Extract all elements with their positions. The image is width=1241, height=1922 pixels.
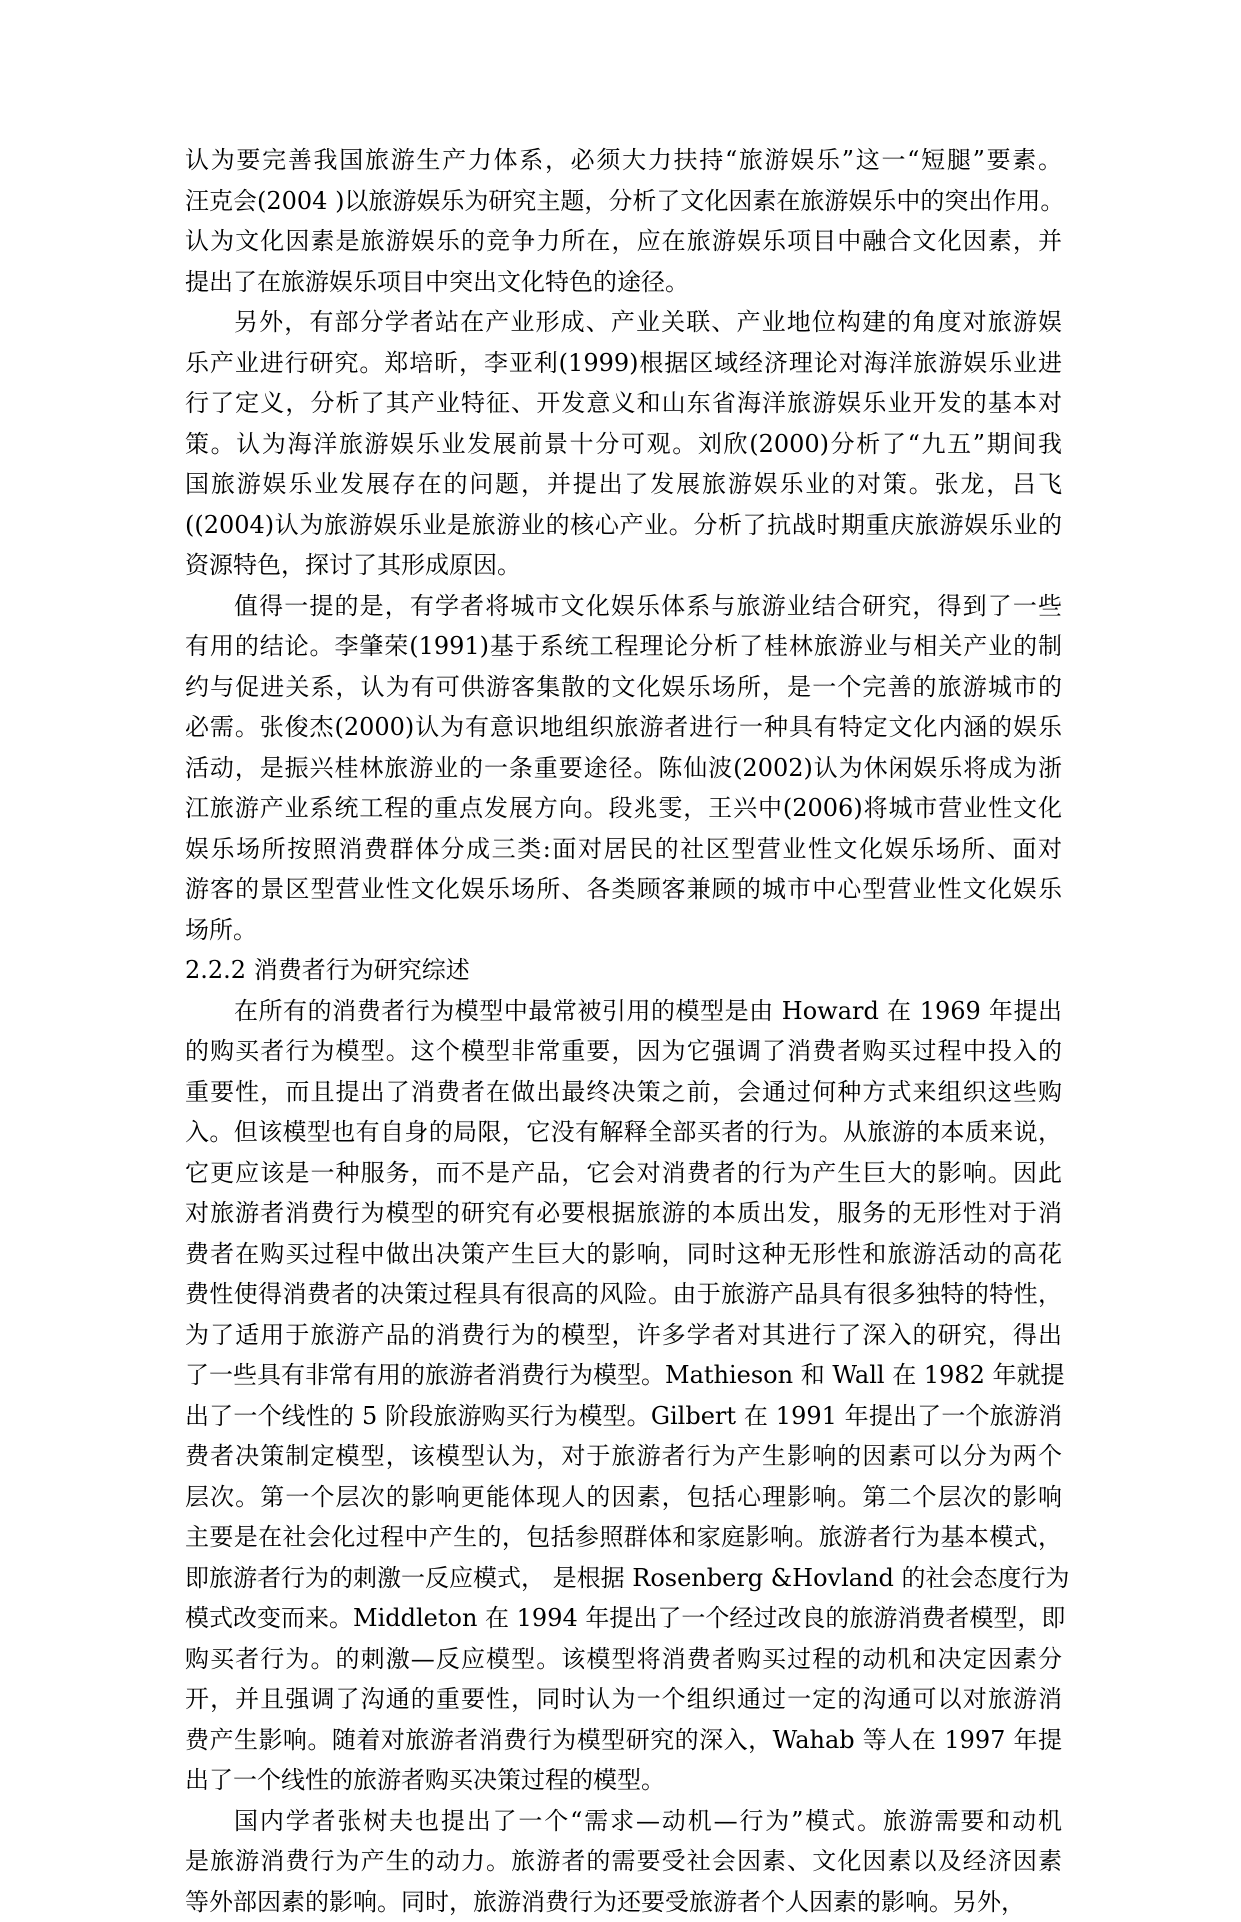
text-line: ((2004)认为旅游娱乐业是旅游业的核心产业。分析了抗战时期重庆旅游娱乐业的 <box>185 505 1062 546</box>
paragraph <box>185 302 1062 586</box>
text-line: 费性使得消费者的决策过程具有很高的风险。由于旅游产品具有很多独特的特性， <box>185 1274 1062 1315</box>
text-line: 国旅游娱乐业发展存在的问题，并提出了发展旅游娱乐业的对策。张龙，吕飞 <box>185 464 1062 505</box>
text-line: 是旅游消费行为产生的动力。旅游者的需要受社会因素、文化因素以及经济因素 <box>185 1841 1062 1882</box>
body-text-before-heading <box>185 140 1062 950</box>
text-line: 为了适用于旅游产品的消费行为的模型，许多学者对其进行了深入的研究，得出 <box>185 1315 1062 1356</box>
text-line: 对旅游者消费行为模型的研究有必要根据旅游的本质出发，服务的无形性对于消 <box>185 1193 1062 1234</box>
text-line: 入。但该模型也有自身的局限，它没有解释全部买者的行为。从旅游的本质来说， <box>185 1112 1062 1153</box>
text-line: 层次。第一个层次的影响更能体现人的因素，包括心理影响。第二个层次的影响 <box>185 1477 1062 1518</box>
text-line: 它更应该是一种服务，而不是产品，它会对消费者的行为产生巨大的影响。因此 <box>185 1153 1062 1194</box>
paragraph <box>185 140 1062 302</box>
text-line: 的购买者行为模型。这个模型非常重要，因为它强调了消费者购买过程中投入的 <box>185 1031 1062 1072</box>
text-line: 费者在购买过程中做出决策产生巨大的影响，同时这种无形性和旅游活动的高花 <box>185 1234 1062 1275</box>
text-line: 开，并且强调了沟通的重要性，同时认为一个组织通过一定的沟通可以对旅游消 <box>185 1679 1062 1720</box>
text-line: 有用的结论。李肇荣(1991)基于系统工程理论分析了桂林旅游业与相关产业的制 <box>185 626 1062 667</box>
text-line: 娱乐场所按照消费群体分成三类:面对居民的社区型营业性文化娱乐场所、面对 <box>185 829 1062 870</box>
text-line: 行了定义，分析了其产业特征、开发意义和山东省海洋旅游娱乐业开发的基本对 <box>185 383 1062 424</box>
text-line: 购买者行为。的刺激—反应模型。该模型将消费者购买过程的动机和决定因素分 <box>185 1639 1062 1680</box>
text-line: 出了一个线性的 5 阶段旅游购买行为模型。Gilbert 在 1991 年提出了一个旅游消 <box>185 1396 1062 1437</box>
section-heading: 2.2.2 消费者行为研究综述 <box>185 950 1062 991</box>
text-line: 主要是在社会化过程中产生的，包括参照群体和家庭影响。旅游者行为基本模式， <box>185 1517 1062 1558</box>
text-line: 约与促进关系，认为有可供游客集散的文化娱乐场所，是一个完善的旅游城市的 <box>185 667 1062 708</box>
text-line: 策。认为海洋旅游娱乐业发展前景十分可观。刘欣(2000)分析了“九五”期间我 <box>185 424 1062 465</box>
text-line: 活动，是振兴桂林旅游业的一条重要途径。陈仙波(2002)认为休闲娱乐将成为浙 <box>185 748 1062 789</box>
text-line: 在所有的消费者行为模型中最常被引用的模型是由 Howard 在 1969 年提出 <box>185 991 1062 1032</box>
paragraph <box>185 586 1062 951</box>
text-line: 等外部因素的影响。同时，旅游消费行为还要受旅游者个人因素的影响。另外， <box>185 1882 1062 1922</box>
document-page <box>185 140 1062 1922</box>
body-text-after-heading <box>185 991 1062 1922</box>
text-line: 值得一提的是，有学者将城市文化娱乐体系与旅游业结合研究，得到了一些 <box>185 586 1062 627</box>
paragraph <box>185 1801 1062 1922</box>
text-line: 提出了在旅游娱乐项目中突出文化特色的途径。 <box>185 262 1062 303</box>
text-line: 即旅游者行为的刺激一反应模式， 是根据 Rosenberg &Hovland 的社会态度行为 <box>185 1558 1062 1599</box>
text-line: 模式改变而来。Middleton 在 1994 年提出了一个经过改良的旅游消费者模型，即 <box>185 1598 1062 1639</box>
text-line: 必需。张俊杰(2000)认为有意识地组织旅游者进行一种具有特定文化内涵的娱乐 <box>185 707 1062 748</box>
text-line: 国内学者张树夫也提出了一个“需求—动机—行为”模式。旅游需要和动机 <box>185 1801 1062 1842</box>
text-line: 重要性，而且提出了消费者在做出最终决策之前，会通过何种方式来组织这些购 <box>185 1072 1062 1113</box>
paragraph <box>185 991 1062 1801</box>
text-line: 另外，有部分学者站在产业形成、产业关联、产业地位构建的角度对旅游娱 <box>185 302 1062 343</box>
text-line: 了一些具有非常有用的旅游者消费行为模型。Mathieson 和 Wall 在 1982 年就提 <box>185 1355 1062 1396</box>
text-line: 游客的景区型营业性文化娱乐场所、各类顾客兼顾的城市中心型营业性文化娱乐 <box>185 869 1062 910</box>
text-line: 汪克会(2004 )以旅游娱乐为研究主题，分析了文化因素在旅游娱乐中的突出作用。 <box>185 181 1062 222</box>
text-line: 乐产业进行研究。郑培昕，李亚利(1999)根据区域经济理论对海洋旅游娱乐业进 <box>185 343 1062 384</box>
text-line: 费产生影响。随着对旅游者消费行为模型研究的深入，Wahab 等人在 1997 年提 <box>185 1720 1062 1761</box>
text-line: 资源特色，探讨了其形成原因。 <box>185 545 1062 586</box>
text-line: 认为文化因素是旅游娱乐的竞争力所在，应在旅游娱乐项目中融合文化因素，并 <box>185 221 1062 262</box>
text-line: 认为要完善我国旅游生产力体系，必须大力扶持“旅游娱乐”这一“短腿”要素。 <box>185 140 1062 181</box>
text-line: 出了一个线性的旅游者购买决策过程的模型。 <box>185 1760 1062 1801</box>
text-line: 费者决策制定模型，该模型认为，对于旅游者行为产生影响的因素可以分为两个 <box>185 1436 1062 1477</box>
text-line: 江旅游产业系统工程的重点发展方向。段兆雯，王兴中(2006)将城市营业性文化 <box>185 788 1062 829</box>
text-line: 场所。 <box>185 910 1062 951</box>
